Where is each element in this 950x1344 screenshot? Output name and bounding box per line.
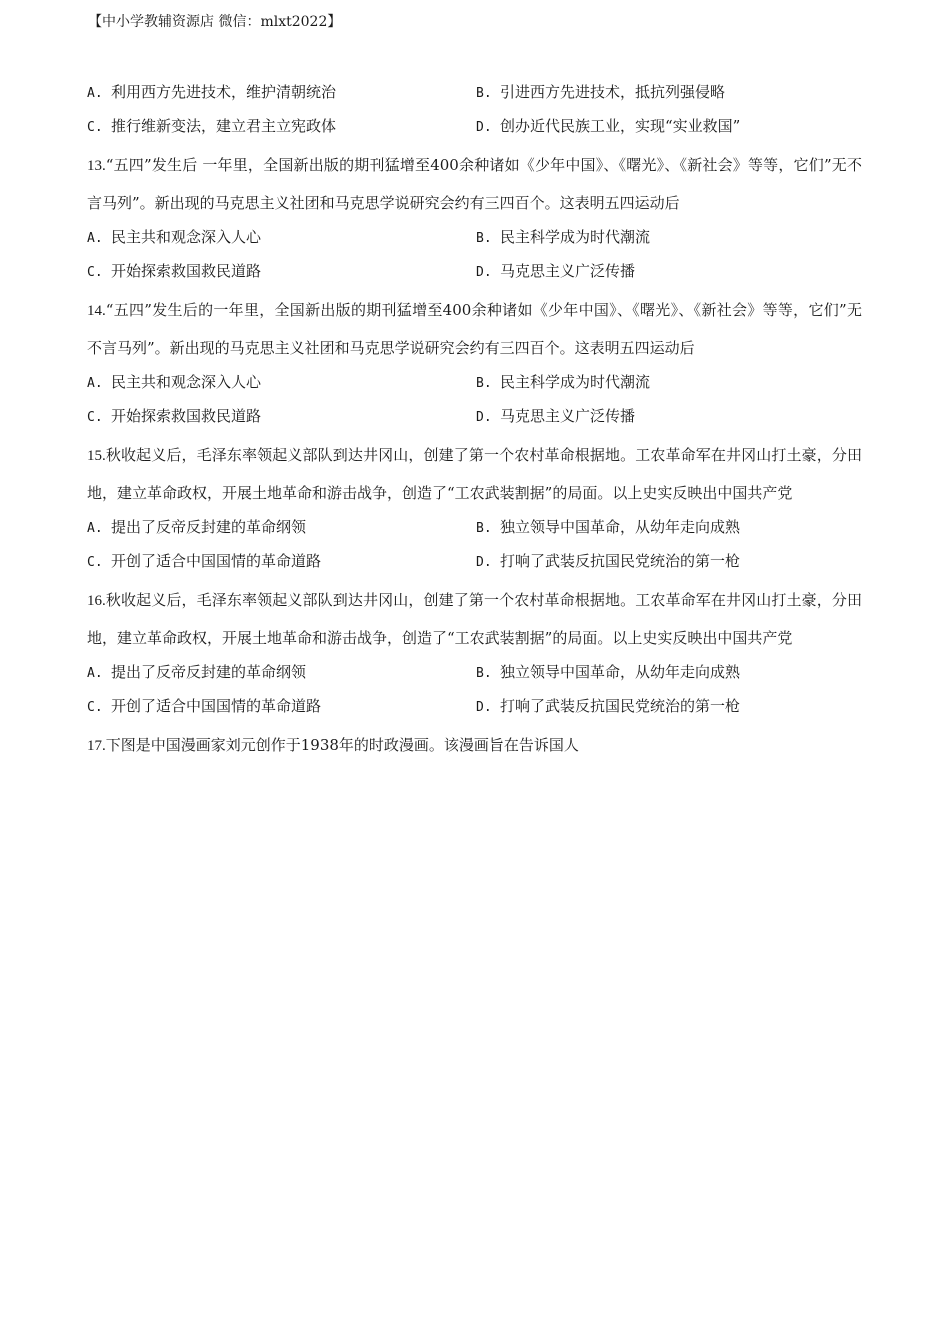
option-text: 开始探索救国救民道路 [111, 262, 262, 280]
option-text: 独立领导中国革命，从幼年走向成熟 [500, 663, 741, 681]
question-16 [87, 582, 862, 727]
question-number: 15. [87, 448, 106, 464]
option-a[interactable] [87, 79, 476, 107]
option-letter: D. [476, 410, 492, 425]
option-text: 引进西方先进技术，抵抗列强侵略 [500, 83, 726, 101]
question-17 [87, 727, 862, 765]
option-b[interactable] [476, 659, 740, 687]
option-text: 打响了武装反抗国民党统治的第一枪 [500, 697, 741, 715]
option-c[interactable] [87, 113, 476, 141]
option-b[interactable] [476, 79, 725, 107]
question-stem-text: 秋收起义后，毛泽东率领起义部队到达井冈山，创建了第一个农村革命根据地。工农革命军在井冈山打土豪，分田地，建立革命政权，开展土地革命和游击战争，创造了“工农武装割据”的局面。以上史实反映出中国共产党 [87, 446, 862, 502]
options-row [87, 113, 862, 147]
option-text: 独立领导中国革命，从幼年走向成熟 [500, 518, 741, 536]
option-text: 民主科学成为时代潮流 [500, 228, 651, 246]
question-number: 14. [87, 303, 106, 319]
option-letter: A. [87, 376, 103, 391]
option-b[interactable] [476, 369, 650, 397]
option-d[interactable] [476, 548, 740, 576]
option-letter: A. [87, 521, 103, 536]
option-d[interactable] [476, 403, 635, 431]
question-15 [87, 437, 862, 582]
option-text: 民主科学成为时代潮流 [500, 373, 651, 391]
question-number: 13. [87, 158, 106, 174]
options-row [87, 659, 862, 693]
option-b[interactable] [476, 224, 650, 252]
option-text: 创办近代民族工业，实现“实业救国” [500, 117, 741, 135]
option-text: 提出了反帝反封建的革命纲领 [111, 518, 307, 536]
question-stem [87, 582, 862, 657]
question-document [87, 79, 862, 767]
option-d[interactable] [476, 258, 635, 286]
question-stem-text: “五四”发生后的一年里，全国新出版的期刊猛增至400余种诸如《少年中国》、《曙光》、《新社会》等等，它们”无不言马列”。新出现的马克思主义社团和马克思学说研究会约有三四百个。这表明五四运动后 [87, 301, 862, 357]
question-stem-text: “五四”发生后 一年里，全国新出版的期刊猛增至400余种诸如《少年中国》、《曙光》、《新社会》等等，它们”无不言马列”。新出现的马克思主义社团和马克思学说研究会约有三四百个。这表明五四运动后 [87, 156, 862, 212]
question-14 [87, 292, 862, 437]
option-c[interactable] [87, 693, 476, 721]
options-row [87, 403, 862, 437]
option-c[interactable] [87, 403, 476, 431]
option-letter: D. [476, 120, 492, 135]
option-d[interactable] [476, 693, 740, 721]
option-letter: B. [476, 666, 492, 681]
options-row [87, 224, 862, 258]
question-number: 16. [87, 593, 106, 609]
option-letter: B. [476, 231, 492, 246]
question-stem-text: 下图是中国漫画家刘元创作于1938年的时政漫画。该漫画旨在告诉国人 [105, 736, 579, 754]
option-b[interactable] [476, 514, 740, 542]
question-stem [87, 727, 862, 765]
option-a[interactable] [87, 659, 476, 687]
option-a[interactable] [87, 514, 476, 542]
question-number: 17. [87, 738, 106, 754]
option-letter: D. [476, 700, 492, 715]
option-letter: B. [476, 86, 492, 101]
question-stem-text: 秋收起义后，毛泽东率领起义部队到达井冈山，创建了第一个农村革命根据地。工农革命军在井冈山打土豪，分田地，建立革命政权，开展土地革命和游击战争，创造了“工农武装割据”的局面。以上史实反映出中国共产党 [87, 591, 862, 647]
option-letter: A. [87, 666, 103, 681]
option-letter: C. [87, 265, 103, 280]
option-text: 打响了武装反抗国民党统治的第一枪 [500, 552, 741, 570]
option-letter: B. [476, 376, 492, 391]
question-stem [87, 147, 862, 222]
option-d[interactable] [476, 113, 740, 141]
option-letter: C. [87, 410, 103, 425]
option-text: 民主共和观念深入人心 [111, 373, 262, 391]
option-text: 提出了反帝反封建的革命纲领 [111, 663, 307, 681]
option-text: 开创了适合中国国情的革命道路 [111, 697, 322, 715]
options-row [87, 693, 862, 727]
option-c[interactable] [87, 258, 476, 286]
option-letter: C. [87, 700, 103, 715]
question-13 [87, 147, 862, 292]
options-row [87, 514, 862, 548]
option-text: 马克思主义广泛传播 [500, 407, 636, 425]
option-text: 马克思主义广泛传播 [500, 262, 636, 280]
options-row [87, 369, 862, 403]
option-text: 利用西方先进技术，维护清朝统治 [111, 83, 337, 101]
option-letter: D. [476, 555, 492, 570]
option-a[interactable] [87, 224, 476, 252]
option-text: 民主共和观念深入人心 [111, 228, 262, 246]
option-letter: B. [476, 521, 492, 536]
option-letter: C. [87, 120, 103, 135]
options-row [87, 79, 862, 113]
option-letter: D. [476, 265, 492, 280]
question-stem [87, 292, 862, 367]
option-letter: A. [87, 86, 103, 101]
options-row [87, 548, 862, 582]
page-header-watermark: 【中小学教辅资源店 微信：mlxt2022】 [88, 14, 342, 30]
option-letter: C. [87, 555, 103, 570]
option-a[interactable] [87, 369, 476, 397]
option-c[interactable] [87, 548, 476, 576]
option-text: 推行维新变法，建立君主立宪政体 [111, 117, 337, 135]
options-row [87, 258, 862, 292]
option-letter: A. [87, 231, 103, 246]
option-text: 开创了适合中国国情的革命道路 [111, 552, 322, 570]
question-12-options [87, 79, 862, 147]
question-stem [87, 437, 862, 512]
option-text: 开始探索救国救民道路 [111, 407, 262, 425]
